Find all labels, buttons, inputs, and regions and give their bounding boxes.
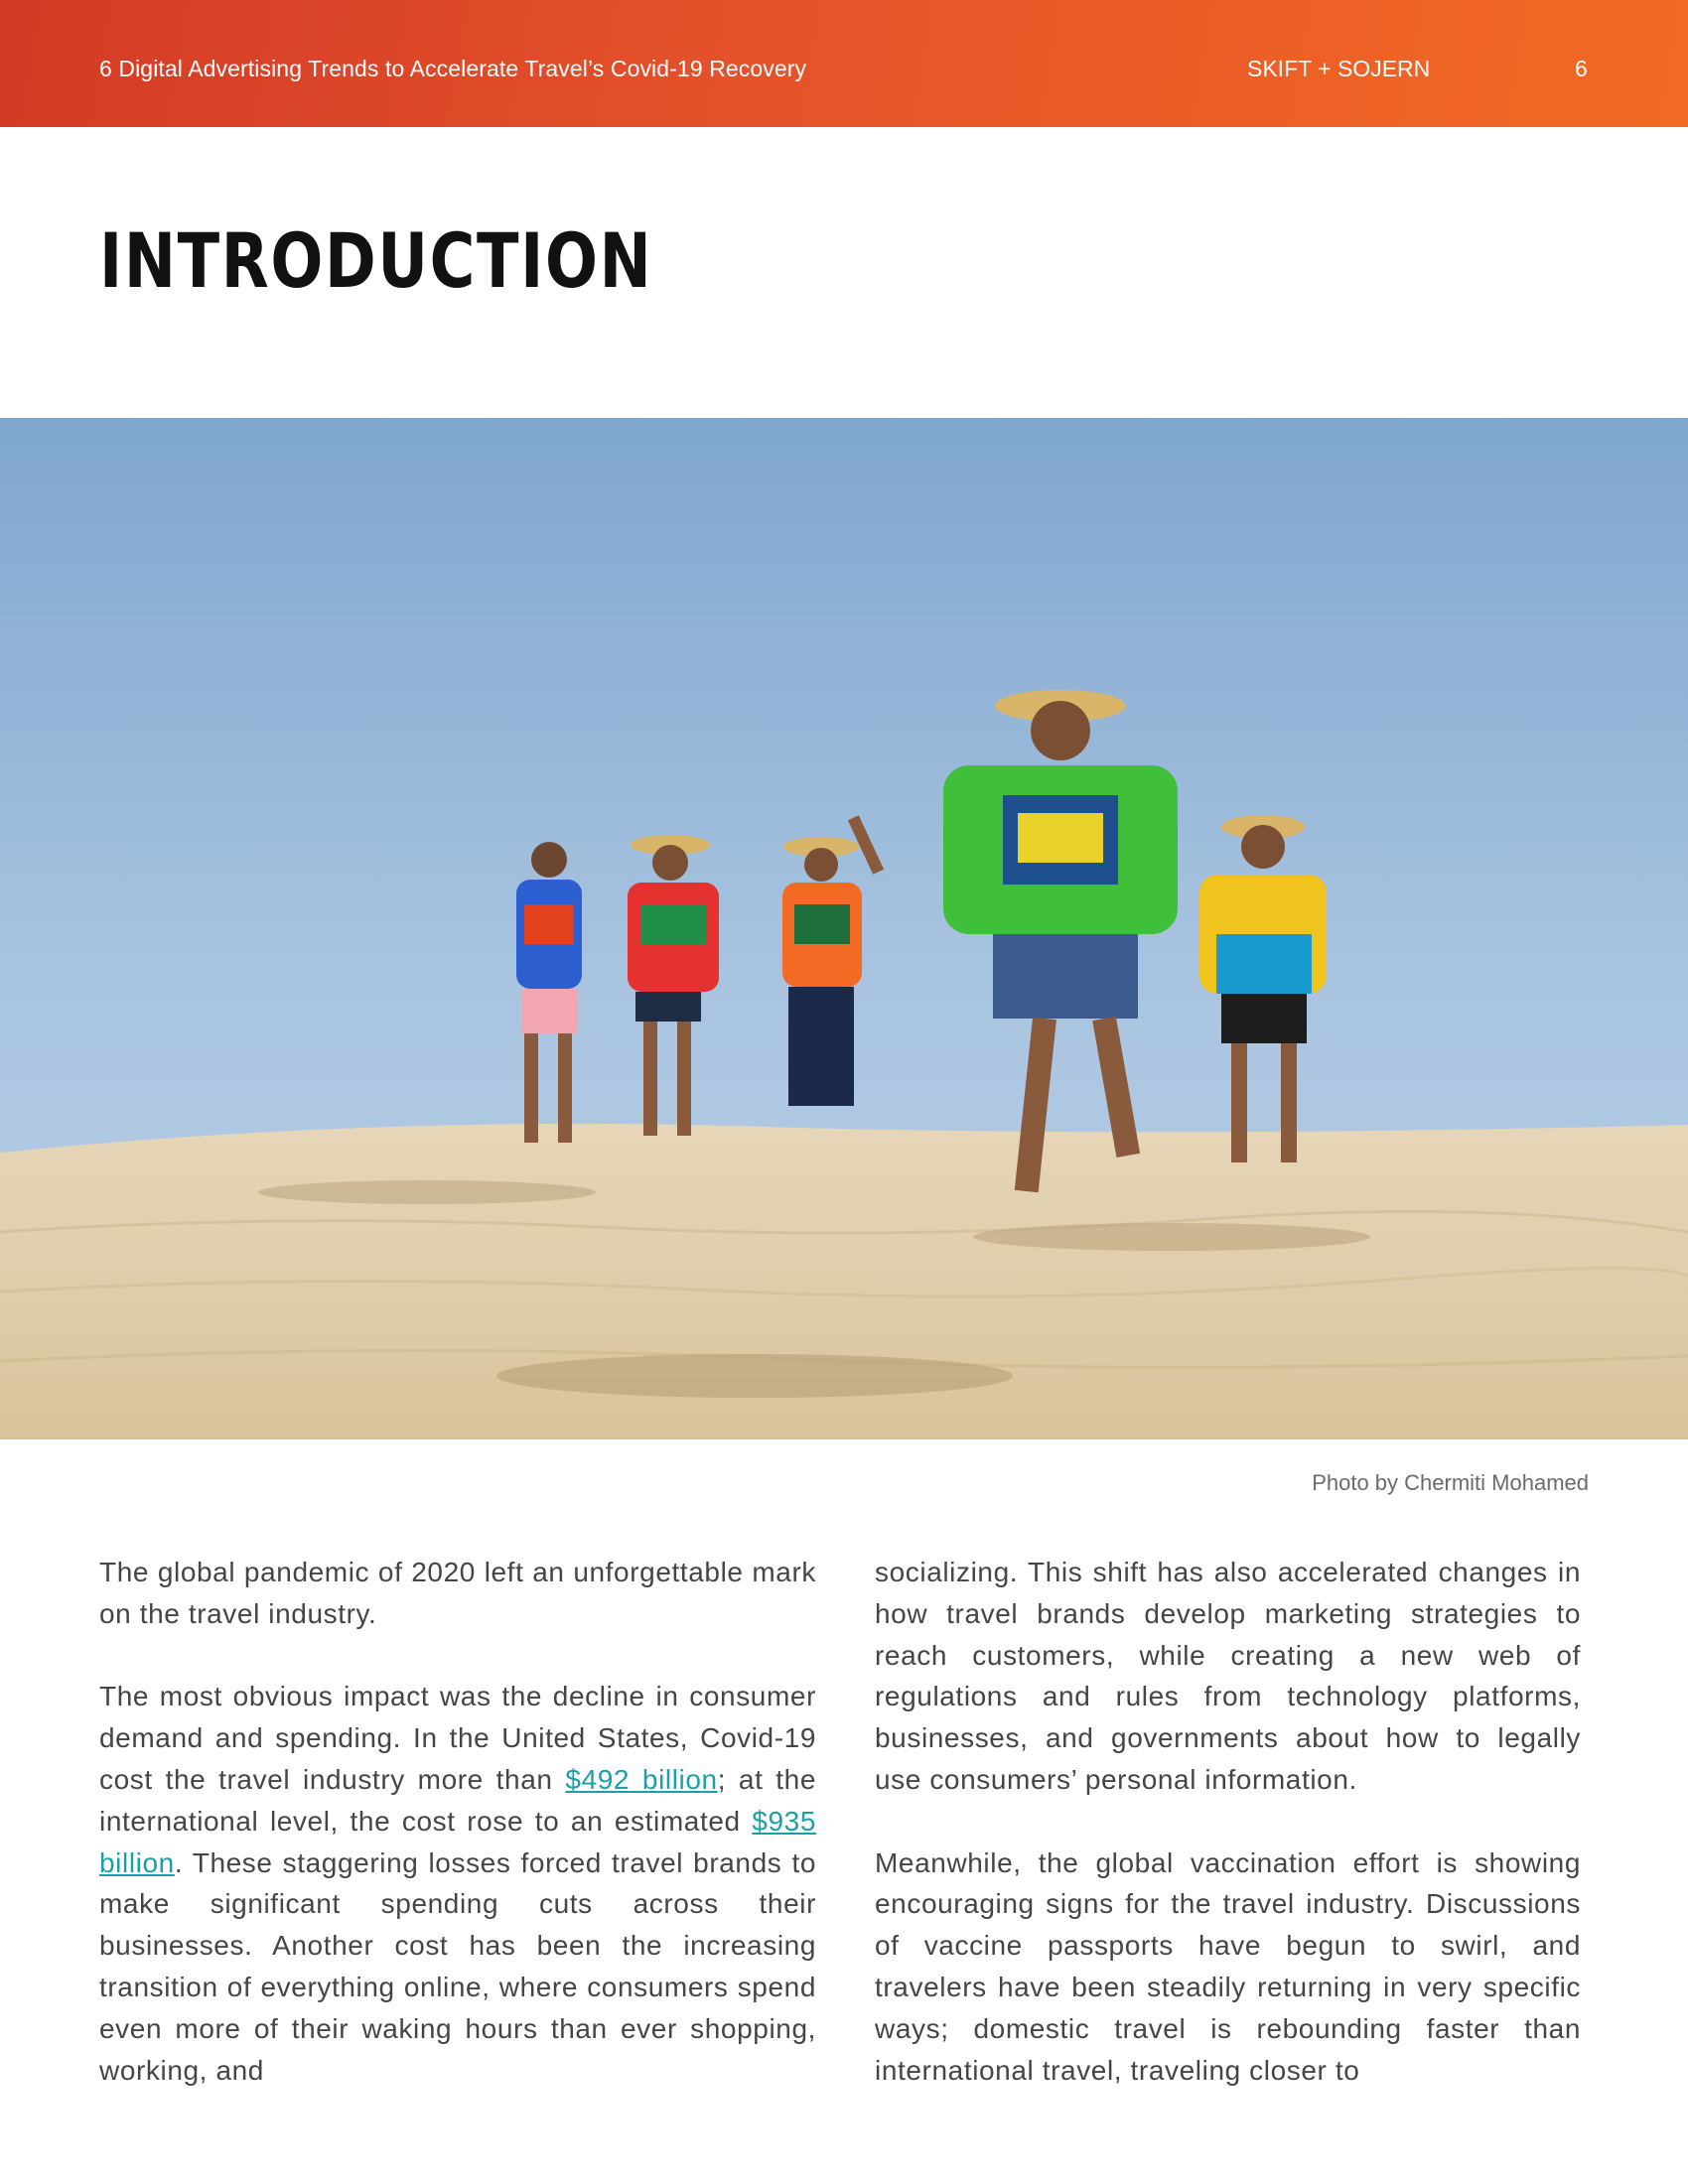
paragraph: The global pandemic of 2020 left an unforgettable mark on the travel industry. bbox=[99, 1557, 816, 1629]
section-title: INTRODUCTION bbox=[99, 216, 653, 305]
paragraph-text: ; at the international level, the cost rose to an estimated bbox=[99, 1763, 816, 1837]
page-number: 6 bbox=[1575, 56, 1588, 81]
header-bar bbox=[0, 0, 1688, 127]
paragraph: Meanwhile, the global vaccination effort is showing encouraging signs for the travel industry. Discussions of vaccine passports have begun to swirl, and travelers have been steadily returning in very specific ways; domestic travel is rebounding faster than international travel, traveling closer to bbox=[875, 1846, 1581, 2086]
hero-photo bbox=[0, 418, 1688, 1439]
body-column-left bbox=[99, 1552, 816, 2132]
link-492-billion[interactable]: $492 billion bbox=[565, 1763, 718, 1795]
paragraph-text: The most obvious impact was the decline in consumer demand and spending. In the United States, Covid-19 cost the travel industry more than bbox=[99, 1681, 816, 1795]
link-935-billion[interactable]: $935 billion bbox=[99, 1805, 816, 1878]
document-title: 6 Digital Advertising Trends to Accelerate Travel’s Covid-19 Recovery bbox=[99, 56, 807, 81]
paragraph: socializing. This shift has also accelerated changes in how travel brands develop marketing strategies to reach customers, while creating a new web of regulations and rules from technology platforms, businesses, and governments about how to legally use consumers’ personal information. bbox=[875, 1557, 1581, 1795]
body-column-right bbox=[875, 1552, 1581, 2132]
publisher-label: SKIFT + SOJERN bbox=[1247, 56, 1431, 81]
paragraph bbox=[99, 1676, 816, 2091]
paragraph-text: . These staggering losses forced travel brands to make significant spending cuts across their businesses. Another cost has been the increasing transition of everything online, where consumers spend even more of their waking hours than ever shopping, working, and bbox=[99, 1846, 816, 2086]
photo-credit: Photo by Chermiti Mohamed bbox=[1312, 1470, 1589, 1495]
